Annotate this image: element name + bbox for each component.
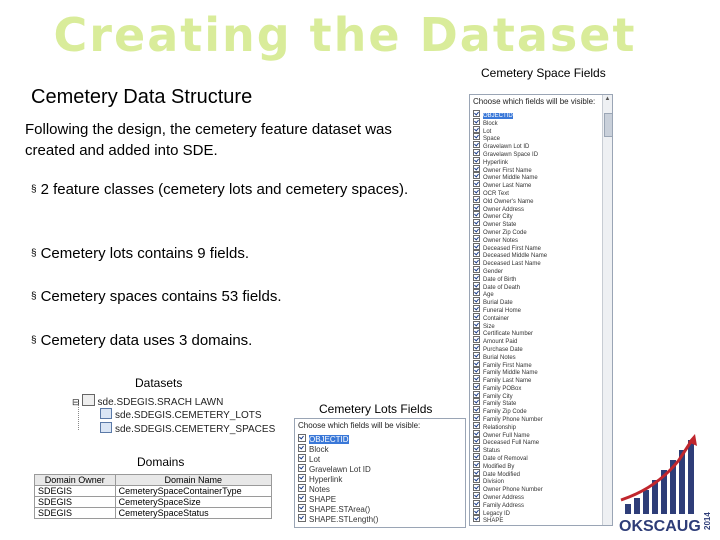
field-row[interactable]	[470, 484, 612, 492]
field-name: Hyperlink	[309, 475, 343, 484]
bullet-text: Cemetery lots contains 9 fields.	[40, 245, 249, 262]
field-name: Size	[483, 323, 495, 330]
field-name: Relationship	[483, 424, 517, 431]
field-row[interactable]	[470, 508, 612, 516]
field-visible-checkbox[interactable]	[473, 383, 480, 390]
field-visible-checkbox[interactable]	[473, 391, 480, 398]
bullet-text: Cemetery data uses 3 domains.	[40, 332, 253, 349]
tree-root-label: sde.SDEGIS.SRACH LAWN	[97, 397, 224, 408]
field-name: Certificate Number	[483, 331, 534, 338]
field-visible-checkbox[interactable]	[473, 461, 480, 468]
field-rows	[470, 110, 612, 523]
field-visible-checkbox[interactable]	[298, 474, 306, 482]
space-field-visibility-list	[469, 94, 613, 526]
field-name: Old Owner's Name	[483, 198, 534, 205]
field-visible-checkbox[interactable]	[473, 219, 480, 226]
field-row[interactable]	[470, 328, 612, 336]
field-row[interactable]	[295, 514, 465, 524]
field-row[interactable]	[470, 289, 612, 297]
field-rows	[295, 434, 465, 524]
field-name: Lot	[483, 128, 492, 135]
field-visible-checkbox[interactable]	[473, 250, 480, 257]
field-visible-checkbox[interactable]	[298, 514, 306, 522]
tree-root[interactable]	[72, 394, 223, 406]
field-row[interactable]	[470, 110, 612, 118]
domains-table	[34, 474, 272, 519]
field-name: Burial Notes	[483, 354, 516, 361]
field-name: Gender	[483, 268, 504, 275]
field-name: Date of Birth	[483, 276, 517, 283]
field-visible-checkbox[interactable]	[473, 196, 480, 203]
field-visible-checkbox[interactable]	[473, 321, 480, 328]
field-row[interactable]	[470, 336, 612, 344]
field-visible-checkbox[interactable]	[473, 266, 480, 273]
logo-bar	[625, 504, 631, 514]
logo-year: 2014	[703, 512, 712, 530]
field-name: Deceased Full Name	[483, 440, 540, 447]
field-visible-checkbox[interactable]	[473, 188, 480, 195]
field-row[interactable]	[295, 504, 465, 514]
field-row[interactable]	[470, 196, 612, 204]
field-row[interactable]	[470, 360, 612, 368]
field-visible-checkbox[interactable]	[473, 453, 480, 460]
field-name: Owner City	[483, 214, 513, 221]
field-row[interactable]	[295, 494, 465, 504]
field-name: SHAPE.STLength()	[309, 515, 379, 524]
field-row[interactable]	[470, 157, 612, 165]
field-name: Status	[483, 448, 501, 455]
field-visible-checkbox[interactable]	[473, 110, 480, 117]
field-visible-checkbox[interactable]	[473, 398, 480, 405]
field-name: Amount Paid	[483, 339, 518, 346]
bullet-item	[31, 330, 411, 351]
column-header-domain-name[interactable]: Domain Name	[115, 475, 271, 486]
field-visible-checkbox[interactable]	[473, 414, 480, 421]
field-visible-checkbox[interactable]	[473, 274, 480, 281]
bullet-item	[31, 243, 411, 264]
field-visible-checkbox[interactable]	[473, 157, 480, 164]
field-row[interactable]	[470, 243, 612, 251]
field-name: Date Modified	[483, 471, 521, 478]
field-visible-checkbox[interactable]	[473, 469, 480, 476]
field-name: Legacy ID	[483, 510, 511, 517]
field-name: SHAPE	[483, 518, 504, 525]
field-row[interactable]	[470, 211, 612, 219]
field-row[interactable]	[470, 165, 612, 173]
field-visible-checkbox[interactable]	[473, 508, 480, 515]
field-visible-checkbox[interactable]	[473, 437, 480, 444]
field-name: Family POBox	[483, 385, 522, 392]
field-visible-checkbox[interactable]	[473, 258, 480, 265]
field-visible-checkbox[interactable]	[473, 126, 480, 133]
logo-text: OKSCAUG	[619, 518, 701, 535]
field-visible-checkbox[interactable]	[473, 515, 480, 522]
intro-paragraph: Following the design, the cemetery feature dataset was created and added into SDE.	[25, 121, 392, 159]
field-name: Block	[309, 445, 329, 454]
field-name: Owner Zip Code	[483, 229, 527, 236]
field-name: Space	[483, 136, 501, 143]
field-row[interactable]	[470, 398, 612, 406]
domains-label: Domains	[137, 455, 185, 469]
field-name: Lot	[309, 455, 321, 464]
field-name: OBJECTID	[309, 435, 349, 444]
field-row[interactable]	[295, 464, 465, 474]
field-name: Family Zip Code	[483, 409, 527, 416]
field-row[interactable]	[470, 274, 612, 282]
field-row[interactable]	[470, 126, 612, 134]
field-visible-checkbox[interactable]	[473, 445, 480, 452]
field-name: Family Phone Number	[483, 417, 543, 424]
field-name: Gravelawn Lot ID	[483, 144, 530, 151]
field-visible-checkbox[interactable]	[473, 367, 480, 374]
field-visible-checkbox[interactable]	[473, 235, 480, 242]
domain-owner-cell: SDEGIS	[35, 497, 116, 508]
field-row[interactable]	[470, 282, 612, 290]
field-visible-checkbox[interactable]	[473, 297, 480, 304]
field-row[interactable]	[295, 444, 465, 454]
field-visible-checkbox[interactable]	[473, 328, 480, 335]
polygon-feature-class-icon	[100, 408, 112, 419]
polygon-feature-class-icon	[100, 422, 112, 433]
field-name: Date of Death	[483, 284, 521, 291]
feature-dataset-icon	[82, 394, 95, 406]
domain-name-cell: CemeterySpaceSize	[115, 497, 271, 508]
field-name: Deceased Last Name	[483, 261, 541, 268]
field-row[interactable]	[470, 476, 612, 484]
field-row[interactable]	[470, 375, 612, 383]
field-visible-checkbox[interactable]	[473, 430, 480, 437]
field-name: Owner State	[483, 222, 517, 229]
field-row[interactable]	[470, 313, 612, 321]
field-visible-checkbox[interactable]	[473, 282, 480, 289]
bullet-mark: §	[31, 184, 37, 195]
field-name: Owner Middle Name	[483, 175, 538, 182]
logo-bar	[634, 498, 640, 514]
field-visible-checkbox[interactable]	[473, 243, 480, 250]
bullet-mark: §	[31, 291, 37, 302]
field-row[interactable]	[470, 453, 612, 461]
field-row[interactable]	[470, 391, 612, 399]
collapse-icon[interactable]: ⊟	[72, 397, 80, 407]
field-visible-checkbox[interactable]	[298, 434, 306, 442]
field-row[interactable]	[470, 266, 612, 274]
column-header-domain-owner[interactable]: Domain Owner	[35, 475, 116, 486]
field-name: SHAPE	[309, 495, 337, 504]
field-name: Block	[483, 120, 498, 127]
field-name: Owner First Name	[483, 167, 532, 174]
field-visible-checkbox[interactable]	[473, 204, 480, 211]
field-name: Family Last Name	[483, 378, 532, 385]
tree-item-label: sde.SDEGIS.CEMETERY_LOTS	[115, 410, 262, 421]
table-header-row	[35, 475, 272, 486]
field-row[interactable]	[470, 321, 612, 329]
field-row[interactable]	[470, 149, 612, 157]
tree-item-cemetery-spaces[interactable]	[100, 422, 275, 434]
field-name: Family Address	[483, 502, 525, 509]
scroll-up-icon[interactable]: ▲	[604, 96, 611, 102]
domain-owner-cell: SDEGIS	[35, 486, 116, 497]
field-name: Container	[483, 315, 510, 322]
field-visible-checkbox[interactable]	[473, 313, 480, 320]
field-visible-checkbox[interactable]	[298, 444, 306, 452]
field-visible-checkbox[interactable]	[473, 336, 480, 343]
field-row[interactable]	[470, 422, 612, 430]
table-row[interactable]	[35, 497, 272, 508]
field-name: Owner Last Name	[483, 183, 532, 190]
field-row[interactable]	[295, 474, 465, 484]
field-row[interactable]	[470, 437, 612, 445]
field-visible-checkbox[interactable]	[298, 494, 306, 502]
field-name: Family First Name	[483, 362, 532, 369]
okscaug-logo	[617, 430, 717, 536]
field-visible-checkbox[interactable]	[473, 476, 480, 483]
field-row[interactable]	[470, 445, 612, 453]
field-name: SHAPE.STArea()	[309, 505, 371, 514]
field-name: Owner Address	[483, 495, 525, 502]
field-row[interactable]	[470, 515, 612, 523]
table-row[interactable]	[35, 486, 272, 497]
field-name: Family State	[483, 401, 517, 408]
field-name: Deceased First Name	[483, 245, 542, 252]
domain-name-cell: CemeterySpaceContainerType	[115, 486, 271, 497]
field-visible-checkbox[interactable]	[473, 375, 480, 382]
field-visible-checkbox[interactable]	[473, 500, 480, 507]
field-row[interactable]	[470, 367, 612, 375]
field-visible-checkbox[interactable]	[473, 172, 480, 179]
field-list-header: Choose which fields will be visible:	[473, 97, 596, 106]
field-name: Purchase Date	[483, 346, 523, 353]
slide-title: Creating the Dataset	[53, 8, 637, 62]
field-visible-checkbox[interactable]	[473, 227, 480, 234]
field-row[interactable]	[470, 469, 612, 477]
field-name: Gravelawn Lot ID	[309, 465, 371, 474]
bullet-item	[31, 286, 411, 307]
field-row[interactable]	[470, 219, 612, 227]
field-name: Modified By	[483, 463, 515, 470]
datasets-label: Datasets	[135, 376, 183, 390]
section-heading: Cemetery Data Structure	[31, 86, 253, 108]
field-row[interactable]	[470, 235, 612, 243]
field-visible-checkbox[interactable]	[473, 305, 480, 312]
field-visible-checkbox[interactable]	[473, 422, 480, 429]
field-name: Family City	[483, 393, 513, 400]
field-name: Owner Phone Number	[483, 487, 543, 494]
dataset-tree	[72, 394, 292, 440]
field-name: Owner Full Name	[483, 432, 530, 439]
field-name: Funeral Home	[483, 307, 522, 314]
field-visible-checkbox[interactable]	[473, 133, 480, 140]
field-row[interactable]	[470, 492, 612, 500]
logo-bar	[688, 440, 694, 514]
domain-name-cell: CemeterySpaceStatus	[115, 508, 271, 519]
field-name: OBJECTID	[483, 113, 513, 119]
field-row[interactable]	[470, 383, 612, 391]
field-visible-checkbox[interactable]	[473, 180, 480, 187]
field-visible-checkbox[interactable]	[473, 141, 480, 148]
lots-field-visibility-list	[294, 418, 466, 528]
field-row[interactable]	[470, 141, 612, 149]
field-row[interactable]	[470, 204, 612, 212]
field-visible-checkbox[interactable]	[473, 492, 480, 499]
field-row[interactable]	[470, 430, 612, 438]
cemetery-space-fields-caption: Cemetery Space Fields	[481, 66, 606, 80]
field-name: Owner Address	[483, 206, 525, 213]
field-row[interactable]	[470, 118, 612, 126]
field-name: Owner Notes	[483, 237, 519, 244]
field-visible-checkbox[interactable]	[298, 484, 306, 492]
field-row[interactable]	[295, 434, 465, 444]
field-name: Gravelawn Space ID	[483, 151, 539, 158]
field-row[interactable]	[470, 297, 612, 305]
field-name: Burial Date	[483, 300, 513, 307]
vertical-scrollbar[interactable]	[602, 95, 612, 525]
field-name: Division	[483, 479, 505, 486]
field-visible-checkbox[interactable]	[473, 484, 480, 491]
field-name: Hyperlink	[483, 159, 509, 166]
cemetery-lots-fields-caption: Cemetery Lots Fields	[319, 402, 433, 416]
field-row[interactable]	[470, 500, 612, 508]
field-row[interactable]	[470, 172, 612, 180]
logo-bar	[643, 490, 649, 514]
field-name: Date of Removal	[483, 456, 528, 463]
bullet-item	[31, 179, 411, 200]
field-row[interactable]	[295, 454, 465, 464]
field-row[interactable]	[470, 258, 612, 266]
bullet-mark: §	[31, 248, 37, 259]
bullet-mark: §	[31, 335, 37, 346]
field-row[interactable]	[470, 461, 612, 469]
field-visible-checkbox[interactable]	[473, 211, 480, 218]
field-name: Family Middle Name	[483, 370, 538, 377]
bullet-text: 2 feature classes (cemetery lots and cemetery spaces).	[40, 181, 409, 198]
field-visible-checkbox[interactable]	[473, 406, 480, 413]
field-name: Age	[483, 292, 494, 299]
field-visible-checkbox[interactable]	[298, 454, 306, 462]
field-visible-checkbox[interactable]	[298, 504, 306, 512]
domain-owner-cell: SDEGIS	[35, 508, 116, 519]
field-visible-checkbox[interactable]	[473, 352, 480, 359]
field-row[interactable]	[470, 305, 612, 313]
field-visible-checkbox[interactable]	[473, 118, 480, 125]
tree-item-cemetery-lots[interactable]	[100, 408, 262, 420]
field-row[interactable]	[470, 352, 612, 360]
field-row[interactable]	[295, 484, 465, 494]
field-row[interactable]	[470, 227, 612, 235]
field-row[interactable]	[470, 250, 612, 258]
bullet-text: Cemetery spaces contains 53 fields.	[40, 288, 282, 305]
table-row[interactable]	[35, 508, 272, 519]
field-name: OCR Text	[483, 190, 509, 197]
field-row[interactable]	[470, 180, 612, 188]
field-visible-checkbox[interactable]	[473, 165, 480, 172]
field-visible-checkbox[interactable]	[298, 464, 306, 472]
field-row[interactable]	[470, 414, 612, 422]
scrollbar-thumb[interactable]	[604, 113, 613, 137]
field-row[interactable]	[470, 188, 612, 196]
field-row[interactable]	[470, 133, 612, 141]
field-row[interactable]	[470, 344, 612, 352]
tree-item-label: sde.SDEGIS.CEMETERY_SPACES	[115, 424, 276, 435]
field-visible-checkbox[interactable]	[473, 149, 480, 156]
field-name: Deceased Middle Name	[483, 253, 548, 260]
field-visible-checkbox[interactable]	[473, 344, 480, 351]
field-visible-checkbox[interactable]	[473, 289, 480, 296]
field-name: Notes	[309, 485, 330, 494]
field-list-header: Choose which fields will be visible:	[298, 421, 421, 430]
field-row[interactable]	[470, 406, 612, 414]
field-visible-checkbox[interactable]	[473, 360, 480, 367]
